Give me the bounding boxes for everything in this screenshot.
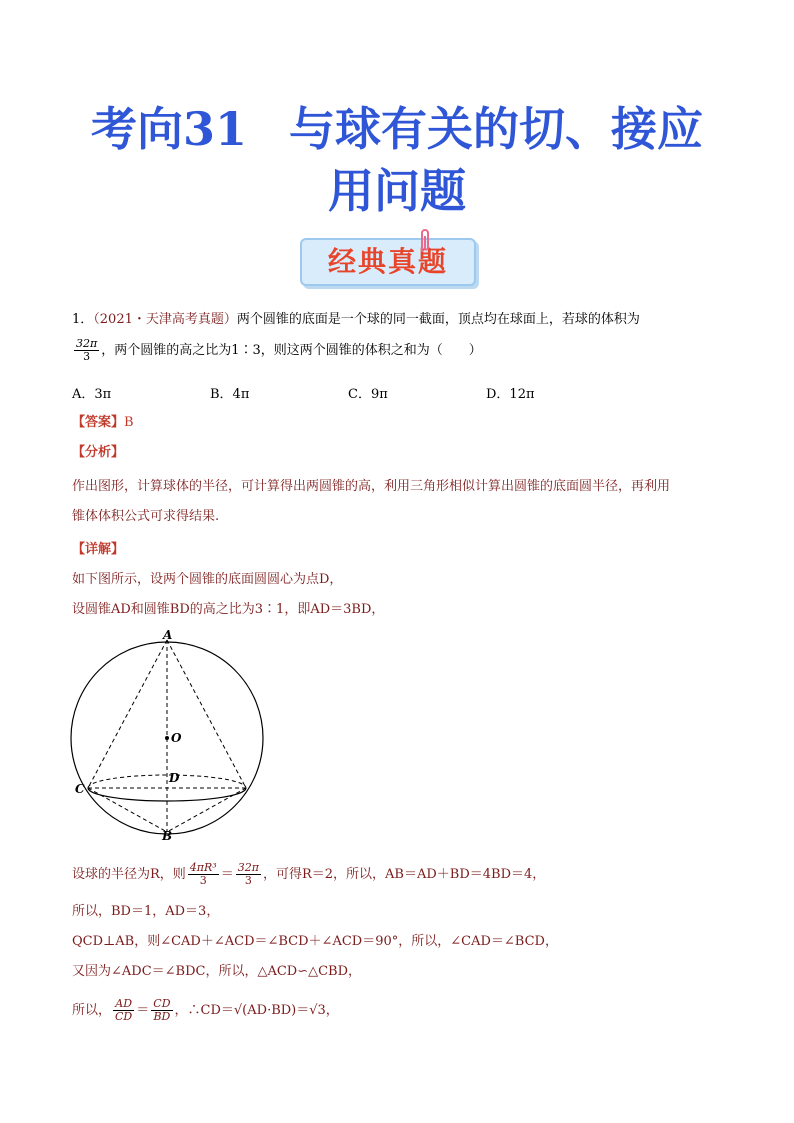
question-stem-2: ，两个圆锥的高之比为1∶3，则这两个圆锥的体积之和为（ ）: [101, 343, 482, 358]
option-a: A．3π: [72, 387, 112, 402]
ratio-2-denominator: BD: [153, 1010, 171, 1023]
given-volume-numerator: 32π: [237, 861, 259, 874]
detail-line-4: 所以，BD＝1，AD＝3，: [72, 904, 220, 919]
analysis-line-1: 作出图形，计算球体的半径，可计算得出两圆锥的高，利用三角形相似计算出圆锥的底面圆半径，再利用: [72, 479, 671, 494]
analysis-line-2: 锥体体积公式可求得结果.: [72, 509, 220, 524]
detail-label-text: 【详解】: [72, 542, 125, 557]
detail-line-1: 如下图所示，设两个圆锥的底面圆圆心为点D，: [72, 572, 343, 587]
ratio-1-numerator: AD: [113, 998, 134, 1011]
edge-a-right: [167, 640, 246, 788]
label-c: C: [75, 782, 85, 796]
badge-text: 经典真题: [327, 245, 448, 278]
badge-tag: [300, 238, 476, 286]
detail-line-7: [72, 998, 339, 1023]
sphere-volume-numerator: 4πR³: [189, 861, 217, 874]
label-d: D: [169, 771, 180, 785]
option-c: C．9π: [348, 387, 388, 402]
ratio-equals: ＝: [136, 1003, 150, 1018]
detail-line-6: 又因为∠ADC＝∠BDC，所以，△ACD∽△CBD，: [72, 964, 362, 979]
detail-line-3: [72, 862, 545, 887]
edge-ac: [88, 640, 167, 788]
option-b: B．4π: [210, 387, 250, 402]
detail-line-7b: ，∴CD＝√(AD·BD)＝√3，: [174, 1003, 339, 1018]
option-d: D．12π: [486, 387, 535, 402]
volume-fraction: [74, 338, 99, 363]
ratio-fraction-2: [151, 998, 172, 1023]
title-text: 与球有关的切、接应: [289, 102, 703, 156]
given-volume-denominator: 3: [244, 874, 252, 887]
detail-line-3a: 设球的半径为R，则: [72, 867, 186, 882]
given-volume-fraction: [236, 862, 261, 887]
label-b: B: [162, 829, 173, 840]
answer-label: 【答案】: [72, 415, 125, 430]
label-o: O: [171, 731, 182, 745]
ratio-1-denominator: CD: [115, 1010, 133, 1023]
page-title-line2: 用问题: [328, 164, 466, 218]
analysis-label-text: 【分析】: [72, 445, 125, 460]
question-line-2: [72, 338, 482, 363]
volume-denominator: 3: [83, 350, 91, 363]
question-stem-1: 两个圆锥的底面是一个球的同一截面，顶点均在球面上，若球的体积为: [236, 312, 640, 327]
sphere-volume-denominator: 3: [199, 874, 207, 887]
equals-sign: ＝: [220, 867, 234, 882]
sphere-cone-figure: [70, 630, 270, 840]
page-title: [0, 100, 794, 158]
answer-line: [72, 413, 134, 433]
volume-numerator: 32π: [76, 337, 98, 350]
detail-label: [72, 540, 124, 560]
center-point: [165, 736, 169, 740]
detail-line-7a: 所以，: [72, 1003, 112, 1018]
sphere-volume-fraction: [188, 862, 219, 887]
detail-line-3b: ，可得R＝2，所以，AB＝AD＋BD＝4BD＝4，: [262, 867, 546, 882]
ratio-2-numerator: CD: [153, 997, 171, 1010]
question-source: （2021・天津高考真题）: [93, 312, 237, 327]
label-a: A: [163, 630, 173, 642]
analysis-label: [72, 443, 124, 463]
section-badge: [300, 228, 476, 284]
paperclip-icon: [418, 228, 432, 254]
title-number: 考向31: [90, 102, 247, 156]
ratio-fraction-1: [113, 998, 134, 1023]
answer-value: B: [124, 415, 134, 430]
detail-line-5: QCD⊥AB，则∠CAD＋∠ACD＝∠BCD＋∠ACD＝90°，所以，∠CAD＝∠BCD，: [72, 934, 558, 949]
question-line-1: [72, 310, 640, 330]
detail-line-2: 设圆锥AD和圆锥BD的高之比为3∶1，即AD＝3BD，: [72, 602, 385, 617]
question-number: 1．: [72, 312, 94, 327]
